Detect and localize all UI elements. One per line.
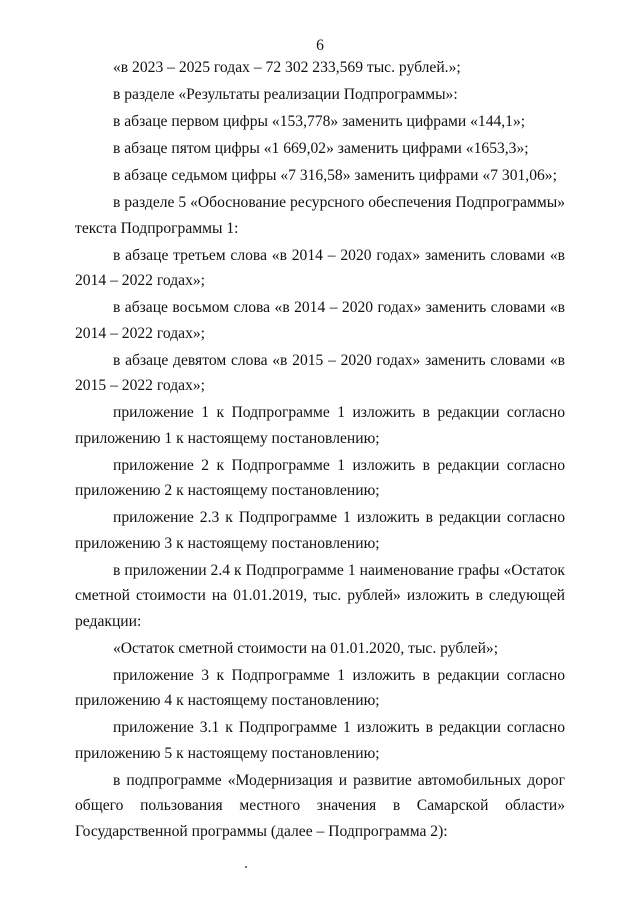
paragraph-17: в подпрограмме «Модернизация и развитие автомобильных дорог общего пользования местного значения в Самарской области» Государственной программы (далее – Подпрограмма 2): — [75, 771, 565, 840]
paragraph-12: приложение 2.3 к Подпрограмме 1 изложить в редакции согласно приложению 3 к настоящему постановлению; — [75, 509, 565, 552]
paragraph-3: в абзаце первом цифры «153,778» заменить цифрами «144,1»; — [113, 113, 526, 130]
paragraph-10: приложение 1 к Подпрограмме 1 изложить в редакции согласно приложению 1 к настоящему постановлению; — [75, 404, 565, 447]
paragraph-16: приложение 3.1 к Подпрограмме 1 изложить в редакции согласно приложению 5 к настоящему постановлению; — [75, 719, 565, 762]
paragraph-14: «Остаток сметной стоимости на 01.01.2020, тыс. рублей»; — [113, 639, 499, 657]
paragraph-1: «в 2023 – 2025 годах – 72 302 233,569 тыс. рублей.»; — [113, 59, 461, 76]
paragraph-6: в разделе 5 «Обоснование ресурсного обеспечения Подпрограммы» текста Подпрограммы 1: — [75, 194, 565, 237]
page-number: 6 — [316, 37, 324, 54]
paragraph-5: в абзаце седьмом цифры «7 316,58» заменить цифрами «7 301,06»; — [113, 167, 557, 184]
paragraph-7: в абзаце третьем слова «в 2014 – 2020 годах» заменить словами «в 2014 – 2022 годах»; — [75, 246, 565, 289]
paragraph-9: в абзаце девятом слова «в 2015 – 2020 годах» заменить словами «в 2015 – 2022 годах»; — [75, 351, 565, 394]
paragraph-4: в абзаце пятом цифры «1 669,02» заменить цифрами «1653,3»; — [113, 140, 529, 157]
paragraph-13: в приложении 2.4 к Подпрограмме 1 наименование графы «Остаток сметной стоимости на 01.01.2019, тыс. рублей» изложить в следующей редакции: — [75, 561, 565, 630]
paragraph-11: приложение 2 к Подпрограмме 1 изложить в редакции согласно приложению 2 к настоящему постановлению; — [75, 456, 565, 499]
scan-speck — [245, 866, 247, 868]
paragraph-2: в разделе «Результаты реализации Подпрограммы»: — [113, 86, 458, 103]
document-body — [75, 55, 565, 846]
paragraph-8: в абзаце восьмом слова «в 2014 – 2020 годах» заменить словами «в 2014 – 2022 годах»; — [75, 299, 565, 342]
paragraph-15: приложение 3 к Подпрограмме 1 изложить в редакции согласно приложению 4 к настоящему постановлению; — [75, 666, 565, 709]
